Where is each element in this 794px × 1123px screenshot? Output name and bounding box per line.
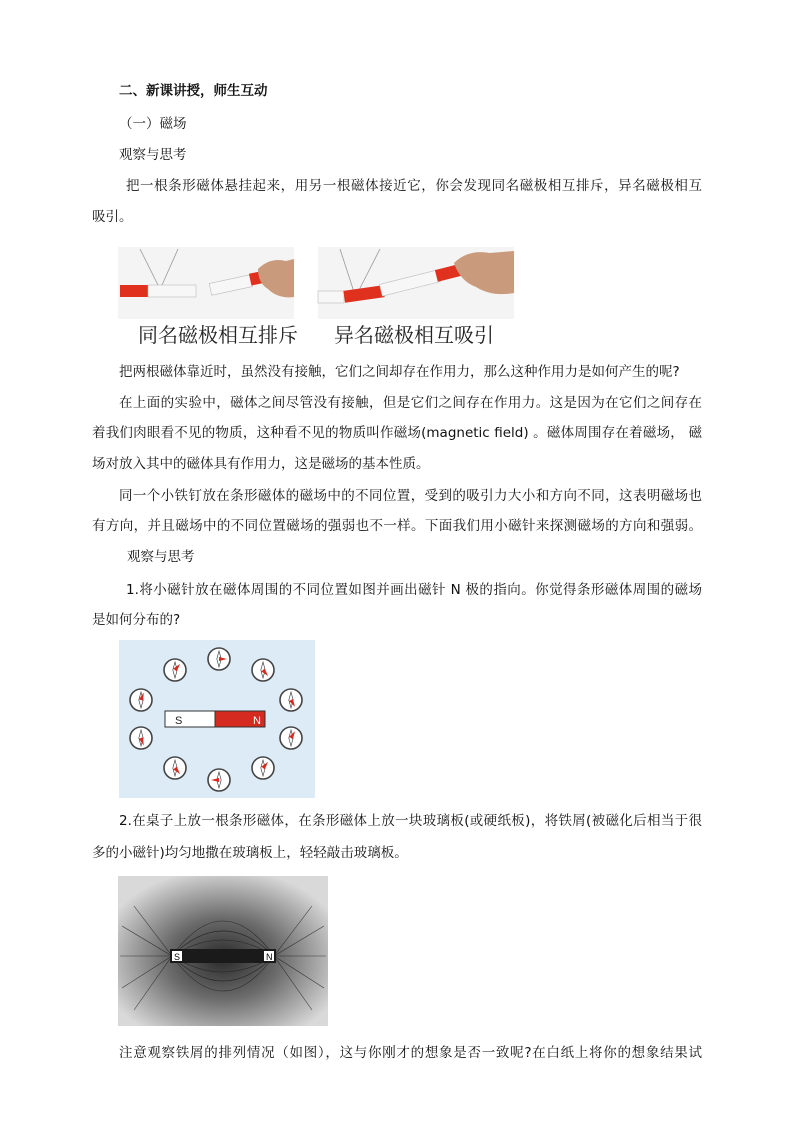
paragraph-2: 把两根磁体靠近时，虽然没有接触，它们之间却存在作用力，那么这种作用力是如何产生的呢? [119, 364, 680, 380]
subsection-heading: （一）磁场 [119, 116, 187, 132]
compass [208, 769, 230, 791]
paragraph-4-line-1: 同一个小铁钉放在条形磁体的磁场中的不同位置，受到的吸引力大小和方向不同，这表明磁场也 [119, 488, 702, 504]
filings-label-s: S [174, 952, 181, 962]
question-1-line-2: 是如何分布的? [92, 612, 181, 628]
paragraph-4-line-2: 有方向，并且磁场中的不同位置磁场的强弱也不一样。下面我们用小磁针来探测磁场的方向和强弱。 [92, 518, 702, 534]
compass [252, 757, 274, 779]
compass [164, 757, 186, 779]
magnets-figure [118, 247, 514, 347]
caption-attract: 异名磁极相互吸引 [334, 323, 494, 347]
paragraph-3-line-3: 场对放入其中的磁体具有作用力，这是磁场的基本性质。 [92, 456, 430, 472]
section-heading: 二、新课讲授，师生互动 [119, 83, 268, 99]
compass [130, 689, 152, 711]
paragraph-3-line-2: 着我们肉眼看不见的物质，这种看不见的物质叫作磁场(magnetic field) 。磁体周围存在着磁场， 磁 [92, 425, 702, 441]
compass [164, 659, 186, 681]
paragraph-5: 注意观察铁屑的排列情况（如图），这与你刚才的想象是否一致呢?在白纸上将你的想象结果试 [119, 1045, 702, 1061]
filings-label-n: N [266, 952, 273, 962]
compass [130, 727, 152, 749]
paragraph-1-line-2: 吸引。 [92, 209, 133, 225]
paragraph-1-line-1: 把一根条形磁体悬挂起来，用另一根磁体接近它，你会发现同名磁极相互排斥，异名磁极相互 [126, 178, 702, 194]
caption-repel: 同名磁极相互排斥 [138, 323, 298, 347]
observe-heading: 观察与思考 [119, 147, 187, 163]
iron-filings-figure [118, 876, 328, 1026]
compass [252, 659, 274, 681]
magnet-label-s: S [175, 715, 183, 727]
compass-figure [119, 640, 315, 798]
question-2-line-1: 2.在桌子上放一根条形磁体，在条形磁体上放一块玻璃板(或硬纸板)，将铁屑(被磁化后相当于很 [119, 813, 702, 829]
question-2-line-2: 多的小磁针)均匀地撒在玻璃板上，轻轻敲击玻璃板。 [92, 845, 408, 861]
observe-heading-2: 观察与思考 [127, 549, 195, 565]
compass-diagram [119, 640, 315, 798]
question-1-line-1: 1.将小磁针放在磁体周围的不同位置如图并画出磁针 N 极的指向。你觉得条形磁体周围的磁场 [126, 582, 702, 598]
magnet-label-n: N [253, 715, 261, 727]
compass [280, 689, 302, 711]
compass [208, 648, 230, 670]
iron-filings-photo [118, 876, 328, 1026]
compass [280, 727, 302, 749]
paragraph-3-line-1: 在上面的实验中，磁体之间尽管没有接触，但是它们之间存在作用力。这是因为在它们之间存在 [119, 395, 702, 411]
